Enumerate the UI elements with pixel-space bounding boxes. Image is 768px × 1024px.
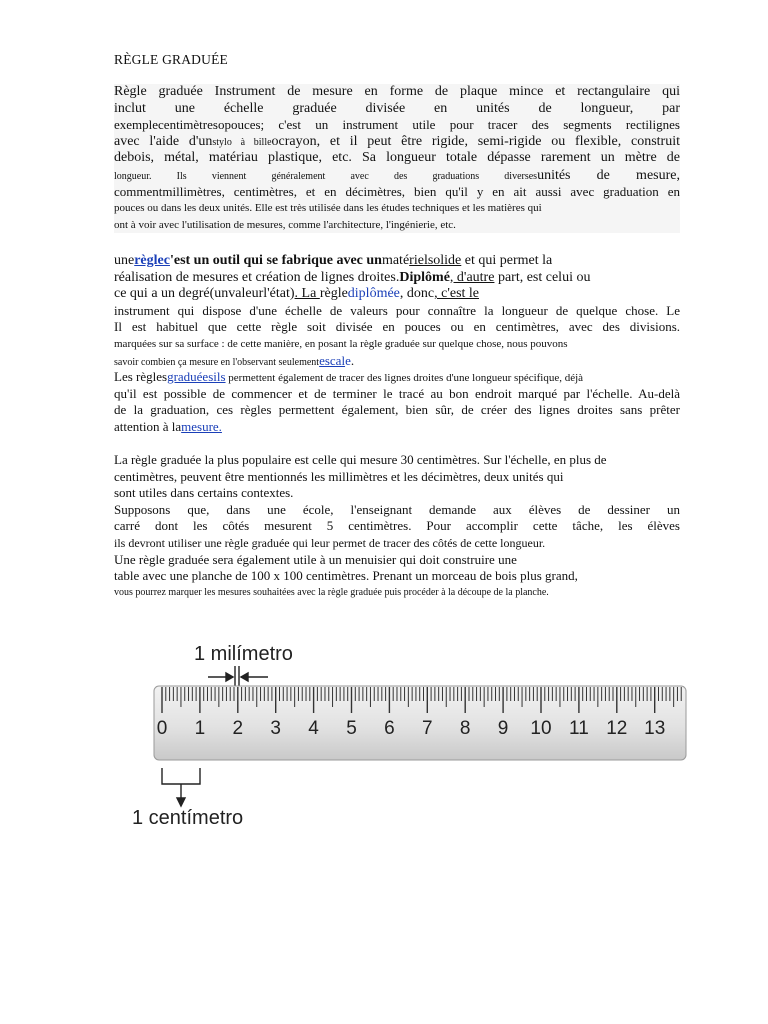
text-line: centimètres, peuvent être mentionnés les millimètres et les décimètres, deux unités qui [114,468,564,484]
ruler-figure [120,632,700,842]
page-title: RÈGLE GRADUÉE [114,52,228,67]
text-line: debois, métal, matériau plastique, etc. Sa longueur totale dépasse rarement un mètre de [114,150,680,166]
text-line: ont à voir avec l'utilisation de mesures, comme l'architecture, l'ingénierie, etc. [114,217,680,234]
text-span: Les règles [114,369,168,385]
text-span: part, est celui ou [494,269,591,285]
text-span: savoir combien ça mesure en l'observant seulement [114,356,320,368]
millimeter-label: 1 milímetro [194,643,293,665]
link-mesure[interactable]: mesure. [181,418,222,434]
text-span: permettent également de tracer des lignes droites d'une longueur spécifique, déjà [225,372,584,385]
text-span: , d'autre [449,269,495,285]
link-regle[interactable]: règlec [134,253,170,268]
ruler-illustration [120,632,700,842]
text-line [114,167,680,184]
text-span: , donc [399,286,435,302]
text-span: . [350,352,355,368]
text-span: , c'est le [434,286,480,302]
text-line: de la graduation, ces règles permettent également, bien sûr, de créer des lignes droites sans prêter [114,402,680,418]
ruler-number: 8 [459,718,471,739]
text-span: 'est un outil qui se fabrique avec un [169,253,382,268]
text-line: Une règle graduée sera également utile à un menuisier qui doit construire une [114,551,517,567]
text-span: . La [294,286,320,302]
text-line: inclut une échelle graduée divisée en unités de longueur, par [114,100,680,116]
centimeter-label: 1 centímetro [132,807,244,829]
ruler-number: 7 [422,718,433,739]
text-line [114,369,680,386]
text-line [114,286,680,303]
text-span: et qui permet la [461,253,553,268]
ruler-number: 9 [497,718,509,739]
text-span: réalisation de mesures et création de lignes droites. [114,269,400,285]
text-span: avec l'aide d'un [114,133,213,149]
link-diplomee[interactable]: diplômée [347,286,400,302]
text-line: marquées sur sa surface : de cette manière, en posant la règle graduée sur quelque chose, nous pouvons [114,337,568,350]
text-line: ils devront utiliser une règle graduée qui leur permet de tracer des côtés de cette longueur. [114,535,546,550]
ruler-number: 11 [569,718,589,739]
centimeter-bracket [162,768,200,806]
text-span: ocrayon, et il peut être rigide, semi-rigide ou flexible, construit [271,133,680,149]
text-span: Diplômé [399,269,450,285]
ruler-number: 4 [308,718,319,739]
text-line: Règle graduée Instrument de mesure en forme de plaque mince et rectangulaire qui [114,84,680,99]
ruler-number: 5 [346,718,357,739]
text-span: rielsolide [409,253,462,268]
paragraph-definition [114,84,680,233]
text-line [114,134,680,151]
text-line: instrument qui dispose d'une échelle de valeurs pour connaître la longueur de quelque chose. Le [114,302,680,318]
ruler-number: 12 [606,718,628,739]
ruler-number: 0 [156,718,168,739]
text-line: table avec une planche de 100 x 100 centimètres. Prenant un morceau de bois plus grand, [114,568,578,584]
text-line: carré dont les côtés mesurent 5 centimètres. Pour accomplir cette tâche, les élèves [114,518,680,534]
text-line: pouces ou dans les deux unités. Elle est très utilisée dans les études techniques et les matières qui [114,200,680,217]
text-line: sont utiles dans certains contextes. [114,485,294,501]
text-line: qu'il est possible de commencer et de terminer le tracé au bon endroit marqué par l'échelle. Au-delà [114,385,680,401]
link-escale[interactable]: escal [319,352,346,368]
text-line [114,419,680,436]
link-graduees[interactable]: graduéesils [167,369,226,385]
text-span: longueur. Ils viennent généralement avec des graduations diverses [114,170,538,182]
ruler-number: 2 [232,718,244,739]
text-span: unités de mesure, [537,167,680,183]
ruler-number: 1 [194,718,206,739]
text-line: La règle graduée la plus populaire est celle qui mesure 30 centimètres. Sur l'échelle, en plus de [114,452,607,467]
ruler-number: 3 [270,718,281,739]
paragraph-usage [114,253,680,436]
text-line: Supposons que, dans une école, l'enseignant demande aux élèves de dessiner un [114,501,680,517]
text-span: e [345,352,351,368]
text-line: commentmillimètres, centimètres, et en décimètres, bien qu'il y en ait aussi avec graduation en [114,183,680,199]
text-line [114,353,680,370]
text-span: une [114,253,135,268]
text-line: Il est habituel que cette règle soit divisée en pouces ou en centimètres, avec des divisions. [114,319,680,335]
text-line: vous pourrez marquer les mesures souhaitées avec la règle graduée puis procéder à la découpe de la planche. [114,586,549,598]
ruler-number: 6 [384,718,395,739]
text-span: attention à la [114,418,182,434]
paragraph-examples [114,452,680,601]
text-span: stylo à bille [212,136,272,148]
text-line [114,270,680,287]
text-line [114,253,680,270]
text-span: maté [381,253,410,268]
text-span: ce qui a un degré(unvaleurl'état) [114,286,295,302]
text-span: règle [319,286,348,302]
ruler-number: 13 [644,718,666,739]
ruler-number: 10 [530,718,552,739]
text-line: exemplecentimètresopouces; c'est un instrument utile pour tracer des segments rectilignes [114,117,680,133]
